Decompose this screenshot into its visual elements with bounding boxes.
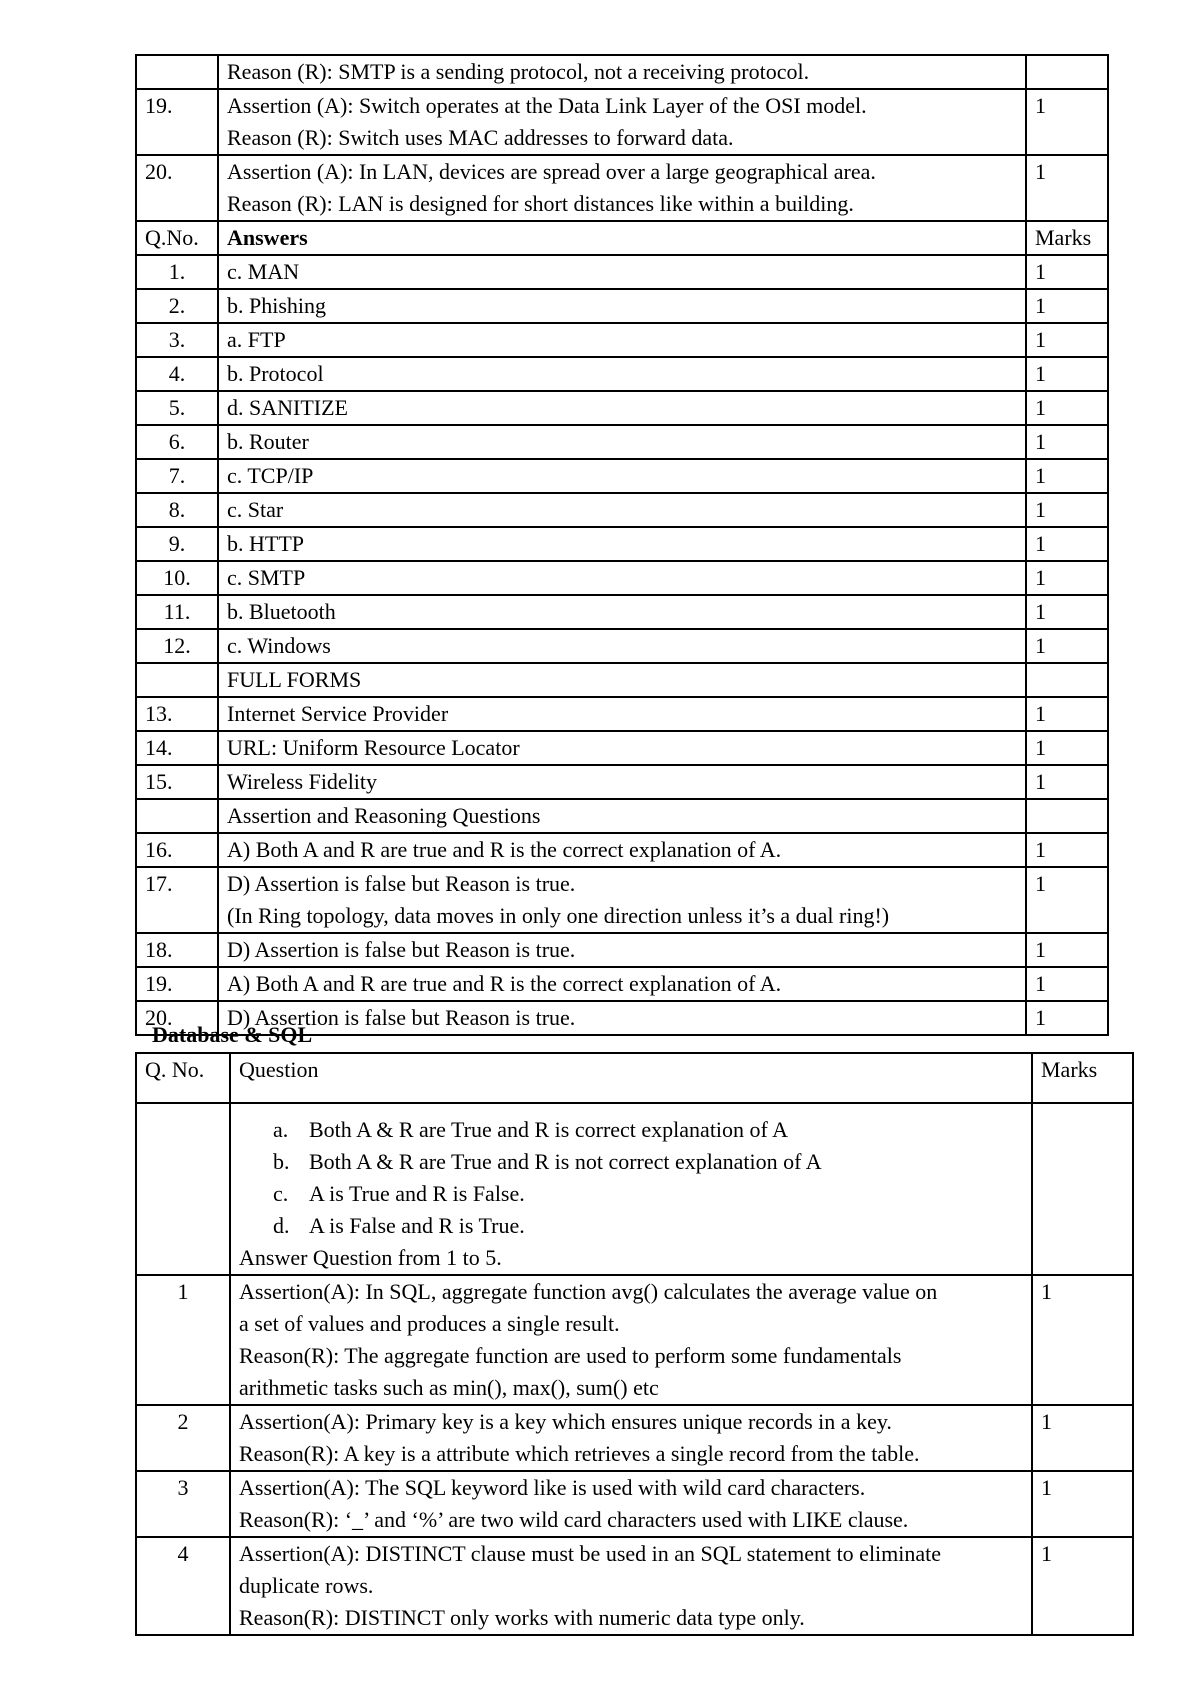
answer-row [136,459,1108,493]
question-number: 3 [136,1471,230,1537]
answer-number: 19. [136,967,218,1001]
options-no-cell [136,1103,230,1275]
question-marks: 1 [1026,89,1108,155]
empty-cell [1026,663,1108,697]
answer-row [136,561,1108,595]
question-text-cell [230,1537,1032,1635]
answer-text-cell [218,867,1026,933]
answer-number: 11. [136,595,218,629]
answer-marks: 1 [1026,493,1108,527]
answer-text: b. Router [218,425,1026,459]
full-form-row [136,765,1108,799]
question-marks: 1 [1032,1405,1133,1471]
question-line: Assertion(A): Primary key is a key which ensures unique records in a key. [239,1409,892,1434]
question-marks [1026,55,1108,89]
option-text: A is False and R is True. [309,1213,525,1238]
ar-answer-row [136,967,1108,1001]
header-qno: Q.No. [136,221,218,255]
answer-number: 14. [136,731,218,765]
answer-text-cell [218,967,1026,1001]
empty-cell [136,663,218,697]
question-line: Reason (R): Switch uses MAC addresses to forward data. [227,125,734,150]
options-list [239,1114,1023,1242]
sql-question-table [135,1052,1134,1636]
question-marks: 1 [1032,1537,1133,1635]
answer-marks: 1 [1026,595,1108,629]
question-marks: 1 [1032,1275,1133,1405]
answer-text: b. Bluetooth [218,595,1026,629]
answer-text: c. Windows [218,629,1026,663]
question-line: Assertion (A): Switch operates at the Data Link Layer of the OSI model. [227,93,867,118]
col-header-marks: Marks [1032,1053,1133,1103]
answer-number: 12. [136,629,218,663]
answer-key-table [135,54,1109,1036]
answer-row [136,357,1108,391]
answer-number: 18. [136,933,218,967]
question-row [136,155,1108,221]
answer-text: Wireless Fidelity [218,765,1026,799]
answer-text: Internet Service Provider [218,697,1026,731]
ar-heading: Assertion and Reasoning Questions [218,799,1026,833]
question-text-cell [230,1275,1032,1405]
answer-number: 5. [136,391,218,425]
sql-question-row [136,1275,1133,1405]
answer-row [136,255,1108,289]
answer-marks: 1 [1026,867,1108,933]
options-row [136,1103,1133,1275]
question-text-cell [218,155,1026,221]
answer-marks: 1 [1026,833,1108,867]
answer-marks: 1 [1026,357,1108,391]
answer-number: 17. [136,867,218,933]
ar-answer-row [136,867,1108,933]
ar-heading-row [136,799,1108,833]
instruction-text: Answer Question from 1 to 5. [239,1245,502,1270]
question-line: Assertion(A): The SQL keyword like is used with wild card characters. [239,1475,866,1500]
full-forms-heading: FULL FORMS [218,663,1026,697]
question-number: 20. [136,155,218,221]
options-cell [230,1103,1032,1275]
question-line: Reason (R): SMTP is a sending protocol, not a receiving protocol. [227,59,810,84]
ar-answer-row [136,833,1108,867]
sql-question-row [136,1471,1133,1537]
question-number: 2 [136,1405,230,1471]
question-line: Assertion(A): In SQL, aggregate function avg() calculates the average value on [239,1279,938,1304]
answer-line: D) Assertion is false but Reason is true. [227,871,576,896]
answer-text: d. SANITIZE [218,391,1026,425]
answer-row [136,323,1108,357]
answer-text: b. HTTP [218,527,1026,561]
question-text-cell [218,55,1026,89]
question-line: Reason (R): LAN is designed for short distances like within a building. [227,191,854,216]
answer-number: 7. [136,459,218,493]
question-line: Assertion(A): DISTINCT clause must be used in an SQL statement to eliminate [239,1541,942,1566]
answer-text: b. Protocol [218,357,1026,391]
question-marks: 1 [1026,155,1108,221]
answer-marks: 1 [1026,697,1108,731]
question-line: Reason(R): DISTINCT only works with numeric data type only. [239,1605,805,1630]
options-marks-cell [1032,1103,1133,1275]
option-text: Both A & R are True and R is correct explanation of A [309,1117,789,1142]
option-label: d. [273,1213,290,1238]
answer-number: 1. [136,255,218,289]
answer-marks: 1 [1026,323,1108,357]
empty-cell [136,799,218,833]
answer-marks: 1 [1026,765,1108,799]
option-item [273,1146,1023,1178]
answer-line: A) Both A and R are true and R is the correct explanation of A. [227,837,782,862]
question-number [136,55,218,89]
question-line: Assertion (A): In LAN, devices are spread over a large geographical area. [227,159,876,184]
answer-line: D) Assertion is false but Reason is true. [227,937,576,962]
question-number: 4 [136,1537,230,1635]
answer-text: c. Star [218,493,1026,527]
ar-answer-row [136,933,1108,967]
answer-row [136,391,1108,425]
question-line: a set of values and produces a single result. [239,1311,620,1336]
answer-number: 2. [136,289,218,323]
answer-text: c. TCP/IP [218,459,1026,493]
question-text-cell [230,1471,1032,1537]
answer-marks: 1 [1026,561,1108,595]
question-line: Reason(R): ‘_’ and ‘%’ are two wild card characters used with LIKE clause. [239,1507,909,1532]
answer-number: 4. [136,357,218,391]
answer-marks: 1 [1026,933,1108,967]
col-header-question: Question [230,1053,1032,1103]
answer-number: 15. [136,765,218,799]
option-label: c. [273,1181,289,1206]
answer-number: 3. [136,323,218,357]
answer-line: (In Ring topology, data moves in only one direction unless it’s a dual ring!) [227,903,890,928]
answer-text-cell [218,833,1026,867]
answer-marks: 1 [1026,629,1108,663]
answer-text: b. Phishing [218,289,1026,323]
question-marks: 1 [1032,1471,1133,1537]
option-item [273,1210,1023,1242]
sql-question-row [136,1405,1133,1471]
answer-number: 6. [136,425,218,459]
answer-number: 10. [136,561,218,595]
answer-text-cell [218,933,1026,967]
answer-number: 20. [136,1001,218,1035]
question-number: 1 [136,1275,230,1405]
question-row [136,89,1108,155]
question-line: arithmetic tasks such as min(), max(), sum() etc [239,1375,659,1400]
answer-row [136,493,1108,527]
answer-text: URL: Uniform Resource Locator [218,731,1026,765]
option-item [273,1114,1023,1146]
question-line: Reason(R): The aggregate function are used to perform some fundamentals [239,1343,902,1368]
answer-number: 9. [136,527,218,561]
question-text-cell [230,1405,1032,1471]
answer-marks: 1 [1026,289,1108,323]
answer-text-cell [218,1001,1026,1035]
answer-text: c. MAN [218,255,1026,289]
answer-marks: 1 [1026,391,1108,425]
answer-number: 8. [136,493,218,527]
answer-line: A) Both A and R are true and R is the correct explanation of A. [227,971,782,996]
answer-marks: 1 [1026,459,1108,493]
answer-text: c. SMTP [218,561,1026,595]
full-forms-heading-row [136,663,1108,697]
option-label: a. [273,1117,289,1142]
answer-marks: 1 [1026,1001,1108,1035]
full-form-row [136,731,1108,765]
answer-line: D) Assertion is false but Reason is true. [227,1005,576,1030]
answer-row [136,425,1108,459]
answers-header-row [136,221,1108,255]
option-item [273,1178,1023,1210]
answer-row [136,527,1108,561]
question-number: 19. [136,89,218,155]
question-line: duplicate rows. [239,1573,374,1598]
question-row [136,55,1108,89]
empty-cell [1026,799,1108,833]
sql-header-row [136,1053,1133,1103]
answer-row [136,289,1108,323]
answer-marks: 1 [1026,731,1108,765]
answer-marks: 1 [1026,967,1108,1001]
answer-number: 13. [136,697,218,731]
header-answers: Answers [218,221,1026,255]
answer-row [136,595,1108,629]
answer-text: a. FTP [218,323,1026,357]
sql-question-row [136,1537,1133,1635]
option-text: A is True and R is False. [309,1181,525,1206]
answer-marks: 1 [1026,255,1108,289]
full-form-row [136,697,1108,731]
option-label: b. [273,1149,290,1174]
answer-marks: 1 [1026,425,1108,459]
answer-marks: 1 [1026,527,1108,561]
option-text: Both A & R are True and R is not correct explanation of A [309,1149,822,1174]
col-header-qno: Q. No. [136,1053,230,1103]
answer-row [136,629,1108,663]
question-line: Reason(R): A key is a attribute which retrieves a single record from the table. [239,1441,920,1466]
question-text-cell [218,89,1026,155]
answer-number: 16. [136,833,218,867]
section-title: Database & SQL [152,1022,313,1047]
header-marks: Marks [1026,221,1108,255]
